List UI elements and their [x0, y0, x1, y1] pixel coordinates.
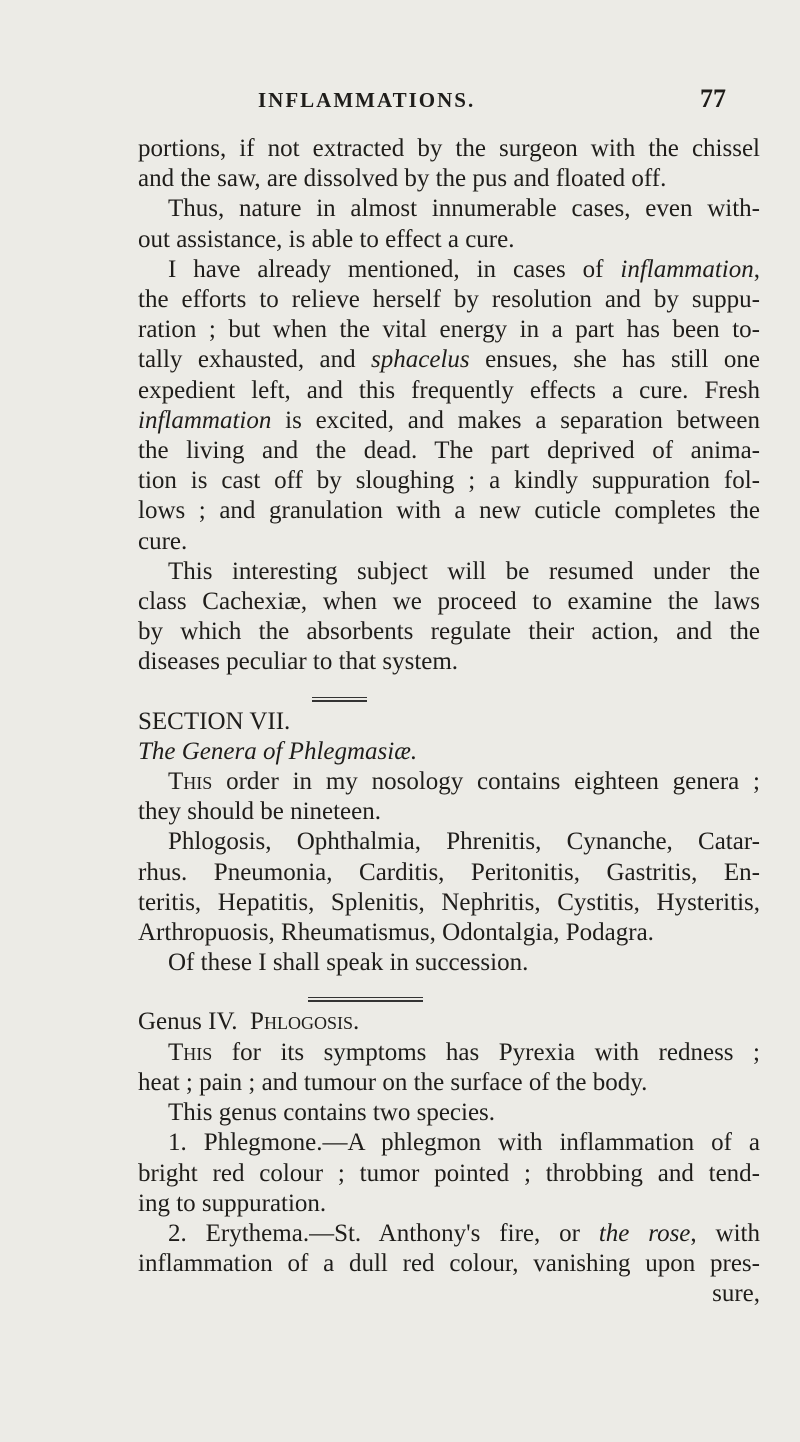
- body-text: [138, 134, 760, 1310]
- page-number: 77: [700, 84, 726, 113]
- text-line: This interesting subject will be resumed under the: [168, 557, 760, 585]
- genus-heading: Genus IV. Phlogosis.: [138, 1008, 360, 1036]
- text-line: out assistance, is able to effect a cure.: [138, 225, 515, 253]
- text-line: portions, if not extracted by the surgeon with the chissel: [138, 135, 760, 162]
- text-line: inflammation of a dull red colour, vanishing upon pres-: [138, 1250, 760, 1278]
- text-line: sure,: [712, 1280, 760, 1308]
- text-line: inflammation is excited, and makes a separation between: [138, 406, 760, 434]
- text-line: ing to suppuration.: [138, 1189, 327, 1217]
- text-line: Of these I shall speak in succession.: [168, 949, 529, 977]
- text-line: 2. Erythema.—St. Anthony's fire, or the rose, with: [168, 1219, 760, 1247]
- text-line: diseases peculiar to that system.: [138, 648, 459, 676]
- text-line: and the saw, are dissolved by the pus and floated off.: [138, 165, 667, 193]
- text-line: bright red colour ; tumor pointed ; throbbing and tend-: [138, 1159, 760, 1187]
- text-line: cure.: [138, 527, 188, 555]
- text-line: This for its symptoms has Pyrexia with redness ;: [168, 1038, 760, 1066]
- text-line: I have already mentioned, in cases of inflammation,: [168, 255, 760, 283]
- text-line: heat ; pain ; and tumour on the surface of the body.: [138, 1068, 648, 1096]
- text-line: tion is cast off by sloughing ; a kindly suppuration fol-: [138, 467, 760, 495]
- text-line: 1. Phlegmone.—A phlegmon with inflammation of a: [168, 1129, 760, 1157]
- section-title: SECTION VII.: [138, 707, 291, 735]
- text-line: the living and the dead. The part deprived of anima-: [138, 437, 760, 465]
- genus-rule: [138, 997, 760, 1005]
- text-line: teritis, Hepatitis, Splenitis, Nephritis, Cystitis, Hysteritis,: [138, 888, 760, 916]
- text-line: Thus, nature in almost innumerable cases, even with-: [168, 195, 760, 223]
- text-line: expedient left, and this frequently effects a cure. Fresh: [138, 376, 760, 404]
- text-line: rhus. Pneumonia, Carditis, Peritonitis, Gastritis, En-: [138, 858, 760, 886]
- text-line: lows ; and granulation with a new cuticle completes the: [138, 497, 760, 525]
- text-line: tally exhausted, and sphacelus ensues, she has still one: [138, 346, 760, 374]
- running-title: INFLAMMATIONS.: [258, 88, 476, 112]
- text-line: ration ; but when the vital energy in a part has been to-: [138, 316, 760, 344]
- text-line: Phlogosis, Ophthalmia, Phrenitis, Cynanche, Catar-: [168, 828, 760, 856]
- text-line: This order in my nosology contains eighteen genera ;: [168, 768, 760, 796]
- text-line: Arthropuosis, Rheumatismus, Odontalgia, Podagra.: [138, 919, 654, 947]
- section-rule: [138, 697, 760, 705]
- text-line: they should be nineteen.: [138, 798, 381, 826]
- section-subtitle: The Genera of Phlegmasiæ.: [138, 737, 418, 765]
- text-line: class Cachexiæ, when we proceed to examine the laws: [138, 588, 760, 616]
- text-line: This genus contains two species.: [168, 1099, 496, 1127]
- text-line: by which the absorbents regulate their action, and the: [138, 618, 760, 646]
- text-line: the efforts to relieve herself by resolution and by suppu-: [138, 286, 760, 314]
